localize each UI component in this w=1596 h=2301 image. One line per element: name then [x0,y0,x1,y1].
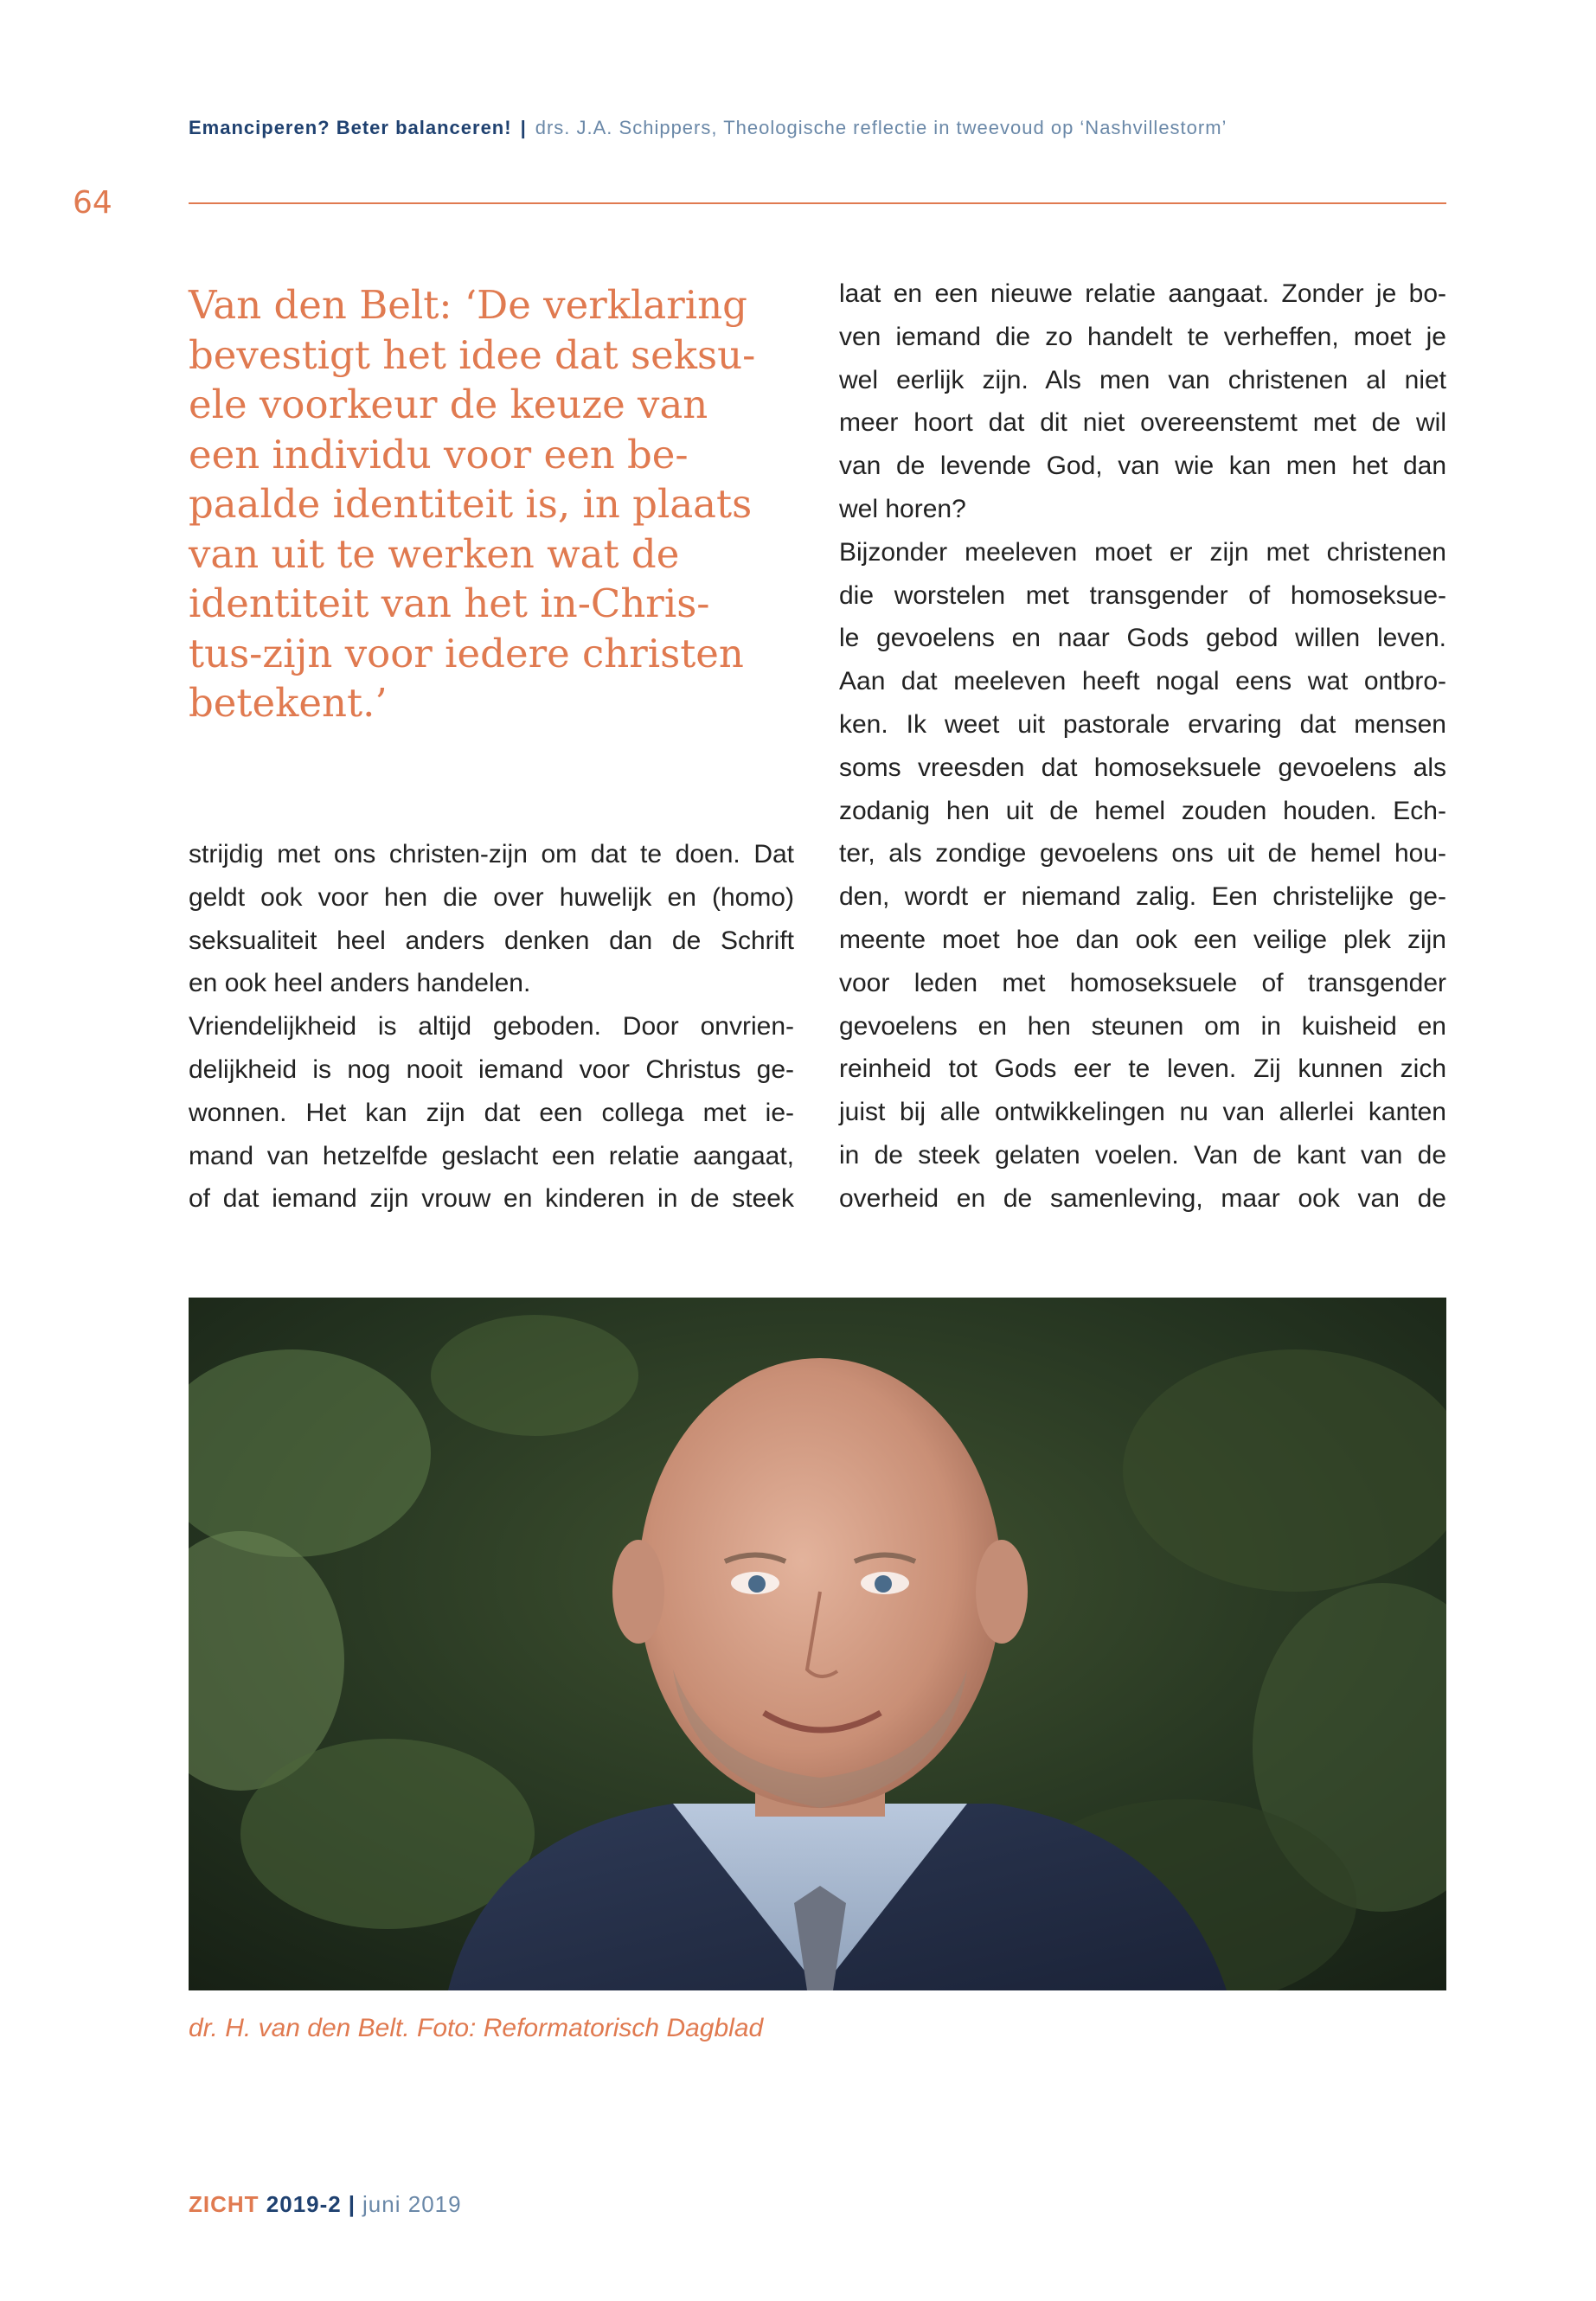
footer-separator: | [348,2191,356,2217]
body-line: mand van hetzelfde geslacht een relatie aangaat, [189,1141,794,1170]
body-line: ter, als zondige gevoelens ons uit de hemel hou- [839,839,1446,868]
portrait-photo [189,1298,1446,1990]
pull-quote-line: tus-zijn voor iedere christen [189,630,744,676]
page-footer [189,2187,794,2221]
body-line: die worstelen met transgender of homoseksue- [839,580,1446,610]
photo-caption: dr. H. van den Belt. Foto: Reformatorisch Dagblad [189,2014,764,2042]
page-number: 64 [73,185,112,221]
pull-quote-line: van uit te werken wat de [189,530,680,577]
footer-magazine: ZICHT [189,2191,260,2217]
pull-quote-line: bevestigt het idee dat seksu- [189,331,756,378]
body-line: Bijzonder meeleven moet er zijn met christenen [839,537,1446,567]
body-line: seksualiteit heel anders denken dan de Schrift [189,926,794,955]
body-line: in de steek gelaten voelen. Van de kant van de [839,1140,1446,1170]
pull-quote-line: Van den Belt: ‘De verklaring [189,282,747,328]
body-line: juist bij alle ontwikkelingen nu van allerlei kanten [839,1098,1446,1127]
body-line: le gevoelens en naar Gods gebod willen leven. [839,624,1446,653]
body-line: ven iemand die zo handelt te verheffen, moet je [839,322,1446,351]
body-line: wel eerlijk zijn. Als men van christenen al niet [839,365,1446,394]
pull-quote-line: ele voorkeur de keuze van [189,381,708,427]
pull-quote-line: betekent.’ [189,680,388,726]
body-line: strijdig met ons christen-zijn om dat te doen. Dat [189,840,794,868]
body-line: Aan dat meeleven heeft nogal eens wat ontbro- [839,667,1446,696]
body-line: wonnen. Het kan zijn dat een collega met ie- [189,1098,794,1127]
body-line: meer hoort dat dit niet overeenstemt met de wil [839,408,1446,438]
body-line: meente moet hoe dan ook een veilige plek zijn [839,925,1446,954]
portrait-illustration [189,1298,1446,1990]
body-line: soms vreesden dat homoseksuele gevoelens als [839,753,1446,782]
body-line: geldt ook voor hen die over huwelijk en (homo) [189,882,794,912]
body-column-right [839,272,1446,1224]
pull-quote-line: identiteit van het in-Chris- [189,580,710,626]
body-line: Vriendelijkheid is altijd geboden. Door onvrien- [189,1012,794,1042]
footer-issue: 2019-2 [266,2191,342,2217]
body-line: gevoelens en hen steunen om in kuisheid en [839,1011,1446,1041]
body-line: van de levende God, van wie kan men het dan [839,452,1446,481]
body-line: voor leden met homoseksuele of transgender [839,968,1446,997]
pull-quote-line: een individu voor een be- [189,431,689,478]
footer-date: juni 2019 [362,2191,462,2217]
pull-quote [189,280,794,747]
body-line: ken. Ik weet uit pastorale ervaring dat mensen [839,709,1446,739]
pull-quote-line: paalde identiteit is, in plaats [189,481,753,527]
body-line: wel horen? [839,494,966,523]
body-line: of dat iemand zijn vrouw en kinderen in de steek [189,1184,794,1214]
header-separator: | [520,117,527,138]
body-line: zodanig hen uit de hemel zouden houden. Ech- [839,796,1446,825]
body-line: en ook heel anders handelen. [189,969,531,998]
body-line: reinheid tot Gods eer te leven. Zij kunnen zich [839,1054,1446,1084]
header-title: Emanciperen? Beter balanceren! [189,117,512,138]
body-line: overheid en de samenleving, maar ook van de [839,1183,1446,1213]
body-line: den, wordt er niemand zalig. Een christelijke ge- [839,882,1446,912]
header-author-line: drs. J.A. Schippers, Theologische reflectie in tweevoud op ‘Nashvillestorm’ [535,117,1227,138]
header-rule [189,202,1446,204]
body-line: delijkheid is nog nooit iemand voor Christus ge- [189,1054,794,1084]
body-line: laat en een nieuwe relatie aangaat. Zonder je bo- [839,279,1446,308]
body-column-left [189,833,794,1222]
running-header [189,111,1452,145]
